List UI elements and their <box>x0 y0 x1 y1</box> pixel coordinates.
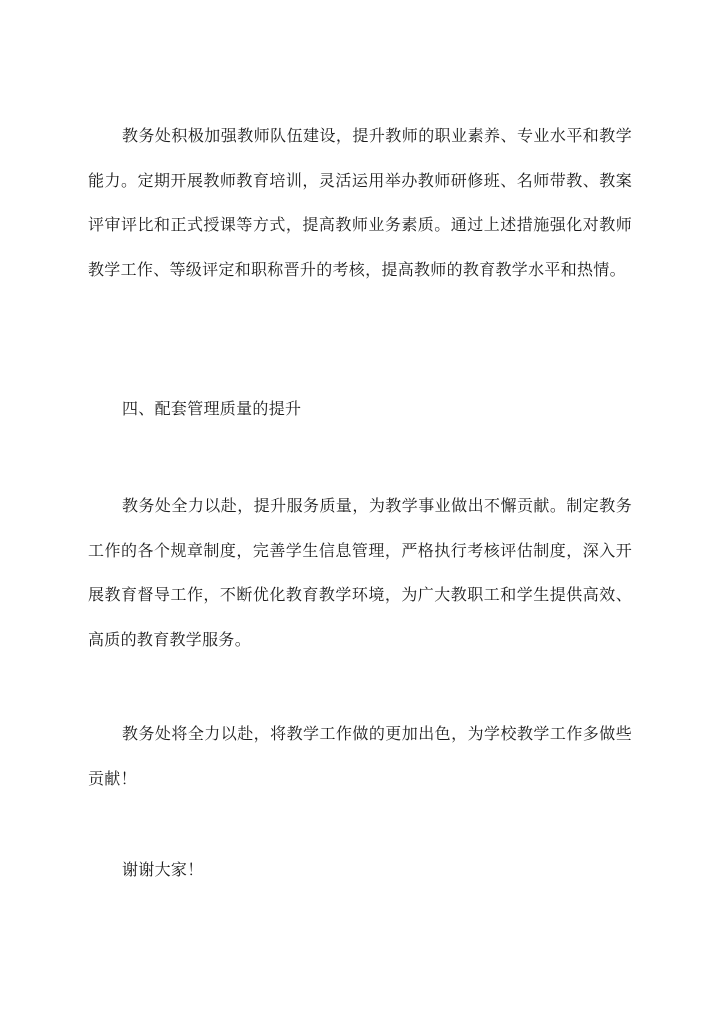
paragraph-service-quality: 教务处全力以赴，提升服务质量，为教学事业做出不懈贡献。制定教务工作的各个规章制度，完善学生信息管理，严格执行考核评估制度，深入开展教育督导工作，不断优化教育教学环境，为广大教职工和学生提供高效、高质的教育教学服务。 <box>88 496 632 649</box>
section-heading-management-quality: 四、配套管理质量的提升 <box>122 399 302 418</box>
paragraph-teacher-team-building: 教务处积极加强教师队伍建设，提升教师的职业素养、专业水平和教学能力。定期开展教师教育培训，灵活运用举办教师研修班、名师带教、教案评审评比和正式授课等方式，提高教师业务素质。通过上述措施强化对教师教学工作、等级评定和职称晋升的考核，提高教师的教育教学水平和热情。 <box>88 126 632 279</box>
paragraph-commitment: 教务处将全力以赴，将教学工作做的更加出色，为学校教学工作多做些贡献！ <box>88 724 632 788</box>
closing-thanks: 谢谢大家！ <box>122 860 204 879</box>
